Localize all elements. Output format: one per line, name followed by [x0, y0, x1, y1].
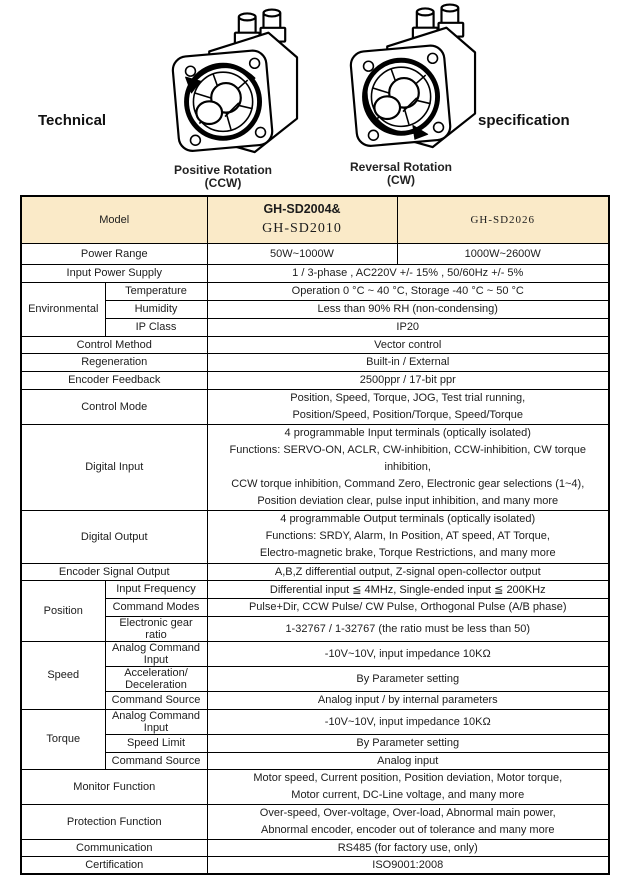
cell-label: IP Class — [105, 318, 207, 336]
protection-function-line2: Abnormal encoder, encoder out of tolerance and many more — [260, 823, 555, 836]
cell-value: Analog input — [207, 752, 609, 769]
digital-output-line2: Functions: SRDY, Alarm, In Position, AT speed, AT Torque, — [265, 530, 550, 542]
model-gh-sd2010: GH-SD2010 — [262, 221, 342, 237]
cell-label: Humidity — [105, 300, 207, 318]
digital-input-line3: CCW torque inhibition, Command Zero, Electronic gear selections (1~4), — [231, 477, 585, 490]
cell-label: Input Power Supply — [21, 264, 207, 282]
cell-value: Differential input ≦ 4MHz, Single-ended input ≦ 200KHz — [207, 580, 609, 598]
group-label-position: Position — [21, 580, 105, 641]
row-position-electronic-gear-ratio — [21, 616, 609, 641]
row-speed-command-source — [21, 691, 609, 709]
spec-table — [20, 195, 610, 875]
group-label-environmental: Environmental — [21, 282, 105, 336]
cell-label: Command Source — [105, 691, 207, 709]
cell-value — [207, 424, 609, 510]
row-position-command-modes — [21, 598, 609, 616]
cell-label: Digital Output — [21, 510, 207, 563]
digital-input-line2: Functions: SERVO-ON, ACLR, CW-inhibition, CCW-inhibition, CW torque inhibition, — [229, 443, 586, 473]
cell-value: A,B,Z differential output, Z-signal open-collector output — [207, 563, 609, 580]
control-mode-line2: Position/Speed, Position/Torque, Speed/Torque — [292, 408, 524, 421]
cell-value: 1-32767 / 1-32767 (the ratio must be less than 50) — [207, 616, 609, 641]
row-environmental-humidity — [21, 300, 609, 318]
cell-value — [207, 804, 609, 839]
cell-value: Less than 90% RH (non-condensing) — [207, 300, 609, 318]
cell-label: Analog Command Input — [105, 709, 207, 734]
right-motor-caption-line2: (CW) — [387, 173, 415, 187]
cell-label: Electronic gear ratio — [105, 616, 207, 641]
servo-motor-ccw-icon — [152, 8, 300, 163]
cell-value: 2500ppr / 17-bit ppr — [207, 371, 609, 389]
row-encoder-feedback — [21, 371, 609, 389]
cell-label: Command Modes — [105, 598, 207, 616]
digital-output-line3: Electro-magnetic brake, Torque Restrictions, and many more — [259, 547, 556, 559]
row-speed-analog-command-input — [21, 641, 609, 666]
row-certification — [21, 856, 609, 874]
cell-value: RS485 (for factory use, only) — [207, 839, 609, 856]
cell-value — [207, 769, 609, 804]
cell-value: -10V~10V, input impedance 10KΩ — [207, 641, 609, 666]
row-digital-input — [21, 424, 609, 510]
left-motor-caption-line2: (CCW) — [204, 176, 242, 190]
monitor-function-line1: Motor speed, Current position, Position deviation, Motor torque, — [253, 771, 563, 784]
left-motor-caption-line1: Positive Rotation — [173, 163, 272, 177]
row-regeneration — [21, 353, 609, 371]
cell-value: 1000W~2600W — [397, 243, 609, 264]
cell-label: Power Range — [21, 243, 207, 264]
cell-label: Speed Limit — [105, 734, 207, 752]
group-label-speed: Speed — [21, 641, 105, 709]
cell-value — [207, 510, 609, 563]
row-speed-acceleration-deceleration — [21, 666, 609, 691]
monitor-function-line2: Motor current, DC-Line voltage, and many more — [291, 788, 525, 801]
cell-label: Encoder Signal Output — [21, 563, 207, 580]
cell-label: Regeneration — [21, 353, 207, 371]
row-control-mode — [21, 389, 609, 424]
page-title-right: specification — [478, 112, 570, 129]
cell-value: By Parameter setting — [207, 734, 609, 752]
row-power-range — [21, 243, 609, 264]
digital-output-line1: 4 programmable Output terminals (optically isolated) — [280, 513, 536, 525]
cell-value: Operation 0 °C ~ 40 °C, Storage -40 °C ~ 50 °C — [207, 282, 609, 300]
cell-label: Digital Input — [21, 424, 207, 510]
group-label-torque: Torque — [21, 709, 105, 769]
control-mode-line1: Position, Speed, Torque, JOG, Test trial running, — [290, 391, 526, 404]
row-protection-function — [21, 804, 609, 839]
row-environmental-ip-class — [21, 318, 609, 336]
cell-value: 50W~1000W — [207, 243, 397, 264]
cell-value: ISO9001:2008 — [207, 856, 609, 874]
cell-label: Encoder Feedback — [21, 371, 207, 389]
cell-value: IP20 — [207, 318, 609, 336]
cell-value: Analog input / by internal parameters — [207, 691, 609, 709]
model-col1-cell — [207, 196, 397, 243]
cell-label: Monitor Function — [21, 769, 207, 804]
protection-function-line1: Over-speed, Over-voltage, Over-load, Abnormal main power, — [259, 806, 556, 819]
row-environmental-temperature — [21, 282, 609, 300]
row-torque-command-source — [21, 752, 609, 769]
cell-label: Input Frequency — [105, 580, 207, 598]
cell-label: Temperature — [105, 282, 207, 300]
servo-motor-cw-icon — [330, 3, 478, 158]
cell-value: By Parameter setting — [207, 666, 609, 691]
cell-label: Protection Function — [21, 804, 207, 839]
cell-label: Control Method — [21, 336, 207, 353]
model-header-cell: Model — [21, 196, 207, 243]
cell-value — [207, 389, 609, 424]
row-model — [21, 196, 609, 243]
row-torque-speed-limit — [21, 734, 609, 752]
cell-value: -10V~10V, input impedance 10KΩ — [207, 709, 609, 734]
cell-label: Control Mode — [21, 389, 207, 424]
cell-value: Built-in / External — [207, 353, 609, 371]
right-motor-caption — [326, 161, 476, 187]
cell-value: 1 / 3-phase , AC220V +/- 15% , 50/60Hz +/- 5% — [207, 264, 609, 282]
row-control-method — [21, 336, 609, 353]
page-title-left: Technical — [38, 112, 107, 129]
cell-value: Vector control — [207, 336, 609, 353]
left-motor-caption — [148, 164, 298, 190]
cell-value: Pulse+Dir, CCW Pulse/ CW Pulse, Orthogonal Pulse (A/B phase) — [207, 598, 609, 616]
right-motor-caption-line1: Reversal Rotation — [349, 160, 453, 174]
digital-input-line4: Position deviation clear, pulse input inhibition, and many more — [257, 494, 559, 507]
cell-label: Command Source — [105, 752, 207, 769]
model-gh-sd2026: GH-SD2026 — [397, 196, 609, 243]
row-position-input-frequency — [21, 580, 609, 598]
row-encoder-signal-output — [21, 563, 609, 580]
cell-label: Certification — [21, 856, 207, 874]
row-digital-output — [21, 510, 609, 563]
row-torque-analog-command-input — [21, 709, 609, 734]
model-gh-sd2004: GH-SD2004& — [263, 202, 341, 217]
row-communication — [21, 839, 609, 856]
cell-label: Communication — [21, 839, 207, 856]
cell-label: Analog Command Input — [105, 641, 207, 666]
digital-input-line1: 4 programmable Input terminals (optically isolated) — [284, 426, 531, 439]
row-monitor-function — [21, 769, 609, 804]
cell-label: Acceleration/ Deceleration — [105, 666, 207, 691]
row-input-power-supply — [21, 264, 609, 282]
